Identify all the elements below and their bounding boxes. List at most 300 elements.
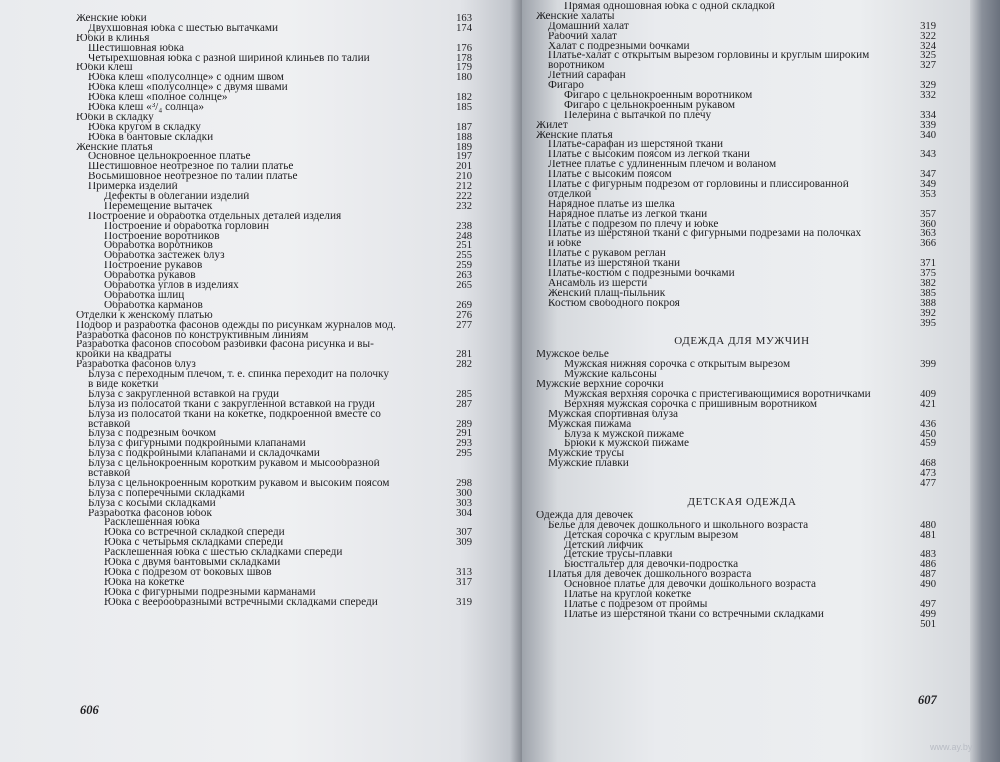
toc-entry-page: 501 bbox=[920, 618, 936, 630]
toc-entry-page: 357 bbox=[920, 208, 936, 220]
toc-entry-title: в виде кокетки bbox=[88, 379, 159, 390]
toc-entry bbox=[536, 479, 936, 489]
toc-entry bbox=[536, 319, 936, 329]
toc-entry bbox=[536, 2, 936, 12]
left-contents-list bbox=[76, 14, 512, 607]
toc-entry bbox=[536, 370, 936, 380]
toc-entry bbox=[76, 558, 472, 568]
toc-entry-page: 497 bbox=[920, 598, 936, 610]
toc-entry-title: Женские платья bbox=[76, 142, 153, 153]
toc-entry bbox=[76, 222, 472, 232]
toc-entry bbox=[76, 390, 472, 400]
toc-entry bbox=[536, 449, 936, 459]
toc-entry-title: Обработка рукавов bbox=[104, 271, 196, 282]
toc-entry-title: Домашний халат bbox=[548, 21, 629, 32]
toc-entry-title: Четырехшовная юбка с разной шириной клиньев по талии bbox=[88, 53, 370, 64]
toc-entry-page: 388 bbox=[920, 297, 936, 309]
toc-entry-title: Обработка шлиц bbox=[104, 290, 185, 301]
toc-entry bbox=[76, 291, 472, 301]
toc-entry-title: Блуза с подрезным бочком bbox=[88, 429, 217, 440]
toc-entry bbox=[76, 261, 472, 271]
toc-entry bbox=[536, 269, 936, 279]
toc-entry bbox=[536, 511, 936, 521]
toc-entry bbox=[76, 528, 472, 538]
toc-entry-title: Платье с фигурным подрезом от горловины и плиссированной bbox=[548, 180, 849, 190]
toc-entry-title: Юбка с фигурными подрезными карманами bbox=[104, 587, 316, 598]
toc-entry bbox=[536, 101, 936, 111]
toc-entry bbox=[76, 439, 472, 449]
toc-entry-title: и юбке bbox=[548, 239, 582, 250]
toc-entry bbox=[76, 63, 472, 73]
toc-entry-page: 329 bbox=[920, 80, 936, 92]
toc-entry bbox=[536, 610, 936, 620]
toc-entry-title: Построение и обработка отдельных деталей изделия bbox=[88, 211, 342, 222]
toc-entry-page: 382 bbox=[920, 277, 936, 289]
toc-entry-page: 232 bbox=[456, 200, 472, 212]
toc-entry-page: 459 bbox=[920, 438, 936, 450]
page-stack-edge bbox=[970, 0, 1000, 762]
toc-entry bbox=[536, 160, 936, 170]
toc-entry-title: Женские юбки bbox=[76, 14, 147, 24]
toc-entry-title: воротником bbox=[548, 61, 605, 72]
toc-entry-title: Мужская спортивная блуза bbox=[548, 409, 679, 420]
toc-entry-title: Дефекты в облегании изделий bbox=[104, 192, 250, 202]
toc-entry bbox=[536, 170, 936, 180]
toc-entry bbox=[76, 73, 472, 83]
toc-entry-page: 473 bbox=[920, 468, 936, 480]
toc-entry-title: Построение рукавов bbox=[104, 261, 203, 272]
toc-entry-title: кройки на квадраты bbox=[76, 350, 172, 361]
right-contents-list bbox=[536, 2, 948, 630]
toc-entry bbox=[536, 229, 936, 239]
toc-entry-title: Построение воротников bbox=[104, 231, 220, 242]
toc-entry bbox=[76, 103, 472, 113]
toc-entry-page: 322 bbox=[920, 30, 936, 42]
toc-entry bbox=[76, 133, 472, 143]
toc-entry bbox=[536, 360, 936, 370]
toc-entry-title: Брюки к мужской пижаме bbox=[564, 439, 690, 450]
toc-entry bbox=[76, 370, 472, 380]
toc-entry-page: 295 bbox=[456, 448, 472, 460]
toc-entry bbox=[76, 212, 472, 222]
toc-entry-title: Блуза с переходным плечом, т. е. спинка переходит на полочку bbox=[88, 370, 390, 380]
toc-entry-title: Двухшовная юбка с шестью вытачками bbox=[88, 23, 279, 34]
toc-entry bbox=[76, 123, 472, 133]
toc-entry bbox=[76, 192, 472, 202]
toc-entry-title: Детская сорочка с круглым вырезом bbox=[564, 530, 739, 541]
toc-entry bbox=[536, 12, 936, 22]
toc-entry-page: 185 bbox=[456, 102, 472, 114]
toc-entry-page: 385 bbox=[920, 287, 936, 299]
toc-entry bbox=[536, 140, 936, 150]
toc-entry bbox=[76, 400, 472, 410]
toc-entry-title: Халат с подрезными бочками bbox=[548, 41, 690, 52]
toc-entry-title: Одежда для девочек bbox=[536, 510, 634, 521]
toc-entry bbox=[536, 469, 936, 479]
toc-entry bbox=[536, 550, 936, 560]
toc-entry bbox=[76, 380, 472, 390]
toc-entry-title: Платье-сарафан из шерстяной ткани bbox=[548, 140, 724, 151]
toc-entry-page: 269 bbox=[456, 299, 472, 311]
toc-entry bbox=[536, 590, 936, 600]
toc-entry bbox=[76, 54, 472, 64]
toc-entry-title: Юбки в складку bbox=[76, 112, 154, 123]
toc-entry-title: Юбка с четырьмя складками спереди bbox=[104, 538, 284, 549]
toc-entry bbox=[76, 271, 472, 281]
toc-entry-page: 486 bbox=[920, 559, 936, 571]
toc-entry-title: Юбка кругом в складку bbox=[88, 122, 201, 133]
toc-entry-title: Юбки в клинья bbox=[76, 33, 150, 44]
toc-entry-title: Костюм свободного покроя bbox=[548, 298, 680, 309]
toc-entry-page: 371 bbox=[920, 258, 936, 270]
toc-entry-title: Верхняя мужская сорочка с пришивным воротником bbox=[564, 399, 818, 410]
toc-entry bbox=[536, 71, 936, 81]
toc-entry-title: Юбка с подрезом от боковых швов bbox=[104, 567, 272, 578]
toc-entry bbox=[536, 439, 936, 449]
toc-entry-page: 188 bbox=[456, 131, 472, 143]
toc-entry-title: Платье на круглой кокетке bbox=[564, 589, 692, 600]
toc-entry-title: Фигаро с цельнокроенным воротником bbox=[564, 91, 753, 101]
toc-entry bbox=[76, 162, 472, 172]
toc-entry-page: 163 bbox=[456, 13, 472, 24]
toc-entry bbox=[536, 309, 936, 319]
toc-entry-page: 360 bbox=[920, 218, 936, 230]
toc-entry-page: 298 bbox=[456, 477, 472, 489]
toc-entry-title: Юбка клеш «полусолнце» с одним швом bbox=[88, 73, 284, 84]
toc-entry bbox=[76, 232, 472, 242]
toc-entry bbox=[536, 459, 936, 469]
toc-entry bbox=[76, 410, 472, 420]
toc-entry bbox=[76, 588, 472, 598]
toc-entry-page: 255 bbox=[456, 250, 472, 262]
toc-entry-title: Нарядное платье из шелка bbox=[548, 199, 675, 210]
toc-entry bbox=[536, 249, 936, 259]
toc-entry-title: Платье с подрезом по плечу и юбке bbox=[548, 219, 719, 230]
toc-entry-page: 187 bbox=[456, 121, 472, 133]
toc-entry bbox=[536, 121, 936, 131]
toc-entry-title: Обработка углов в изделиях bbox=[104, 281, 239, 291]
toc-entry-title: Построение и обработка горловин bbox=[104, 221, 270, 232]
toc-entry-page: 178 bbox=[456, 52, 472, 64]
toc-entry-title: Платье с подрезом от проймы bbox=[564, 599, 708, 610]
toc-entry-title: Расклешенная юбка bbox=[104, 518, 200, 529]
toc-entry bbox=[536, 380, 936, 390]
toc-entry bbox=[76, 350, 472, 360]
toc-entry-page: 174 bbox=[456, 22, 472, 34]
toc-entry bbox=[536, 350, 936, 360]
toc-entry-title: Платье из шерстяной ткани с фигурными подрезами на полочках bbox=[548, 229, 862, 240]
toc-entry-title: Блуза с закругленной вставкой на груди bbox=[88, 389, 280, 400]
right-page-number: 607 bbox=[918, 693, 937, 707]
toc-entry bbox=[76, 479, 472, 489]
toc-entry bbox=[536, 200, 936, 210]
toc-entry-title: Платье с высоким поясом bbox=[548, 170, 672, 181]
toc-entry-title: Блуза к мужской пижаме bbox=[564, 429, 685, 440]
toc-entry-title: Юбки клеш bbox=[76, 63, 133, 74]
toc-entry bbox=[76, 24, 472, 34]
toc-entry-title: Мужские трусы bbox=[548, 449, 625, 460]
toc-entry bbox=[76, 321, 472, 331]
toc-entry-title: Юбка на кокетке bbox=[104, 577, 185, 588]
toc-entry-title: Отделки к женскому платью bbox=[76, 310, 213, 321]
toc-entry-page: 483 bbox=[920, 549, 936, 561]
toc-entry bbox=[536, 570, 936, 580]
toc-entry-page: 347 bbox=[920, 169, 936, 181]
toc-entry-title: Рабочий халат bbox=[548, 31, 617, 42]
toc-entry-page: 340 bbox=[920, 129, 936, 141]
toc-entry-title: Женские платья bbox=[536, 130, 613, 141]
toc-entry-title: Обработка карманов bbox=[104, 300, 203, 311]
toc-entry bbox=[536, 42, 936, 52]
toc-entry bbox=[76, 469, 472, 479]
toc-entry-page: 487 bbox=[920, 569, 936, 581]
toc-entry-title: Юбка клеш «полусолнце» с двумя швами bbox=[88, 83, 288, 94]
toc-entry-page: 349 bbox=[920, 179, 936, 191]
toc-entry bbox=[536, 32, 936, 42]
toc-entry-title: Разработка фасонов юбок bbox=[88, 508, 212, 519]
toc-entry bbox=[536, 521, 936, 531]
toc-entry-title: Блуза с фигурными подкройными клапанами bbox=[88, 439, 306, 450]
toc-entry-title: вставкой bbox=[88, 419, 131, 430]
toc-entry-page: 490 bbox=[920, 579, 936, 591]
toc-entry-title: Юбка с двумя бантовыми складками bbox=[104, 557, 281, 568]
toc-entry-page: 265 bbox=[456, 280, 472, 292]
toc-entry-page: 343 bbox=[920, 149, 936, 161]
toc-entry-page: 304 bbox=[456, 507, 472, 519]
toc-entry-page: 179 bbox=[456, 62, 472, 74]
toc-entry bbox=[76, 301, 472, 311]
toc-entry bbox=[76, 499, 472, 509]
toc-entry bbox=[76, 331, 472, 341]
toc-entry-page: 332 bbox=[920, 90, 936, 102]
toc-entry bbox=[76, 538, 472, 548]
toc-entry bbox=[536, 400, 936, 410]
toc-entry-title: Расклешенная юбка с шестью складками спереди bbox=[104, 548, 343, 558]
toc-entry-title: Мужские плавки bbox=[548, 459, 629, 470]
toc-entry bbox=[76, 152, 472, 162]
toc-entry-page: 277 bbox=[456, 319, 472, 331]
toc-entry-title: Женские халаты bbox=[536, 11, 615, 22]
toc-entry-title: Мужская пижама bbox=[548, 419, 632, 430]
toc-entry-page: 450 bbox=[920, 428, 936, 440]
toc-entry-title: Шестишовная юбка bbox=[88, 43, 184, 54]
toc-entry-page: 481 bbox=[920, 529, 936, 541]
toc-entry-page: 499 bbox=[920, 608, 936, 620]
toc-entry-title: Блуза из полосатой ткани с закругленной вставкой на груди bbox=[88, 399, 375, 410]
toc-entry-page: 276 bbox=[456, 309, 472, 321]
toc-entry-title: Платье-халат с открытым вырезом горловины и круглым широким bbox=[548, 51, 870, 62]
toc-entry bbox=[536, 430, 936, 440]
toc-entry-title: Обработка застежек блуз bbox=[104, 251, 225, 262]
toc-entry-title: Детские трусы-плавки bbox=[564, 550, 673, 561]
toc-entry-title: Восьмишовное неотрезное по талии платье bbox=[88, 172, 298, 183]
toc-entry-page: 259 bbox=[456, 260, 472, 272]
toc-entry-title: Летнее платье с удлиненным плечом и воланом bbox=[548, 160, 777, 171]
toc-entry-title: Платье с высоким поясом из легкой ткани bbox=[548, 150, 750, 161]
toc-entry-title: Платье-костюм с подрезными бочками bbox=[548, 269, 735, 279]
toc-entry bbox=[536, 600, 936, 610]
toc-entry-title: Перемещение вытачек bbox=[104, 201, 213, 212]
toc-entry-page: 197 bbox=[456, 151, 472, 163]
toc-entry bbox=[76, 578, 472, 588]
toc-entry-page: 210 bbox=[456, 171, 472, 183]
toc-entry-title: Бюстгальтер для девочки-подростка bbox=[564, 560, 739, 571]
toc-entry-page: 327 bbox=[920, 60, 936, 72]
toc-entry bbox=[76, 34, 472, 44]
toc-entry bbox=[536, 410, 936, 420]
toc-entry-page: 180 bbox=[456, 72, 472, 84]
toc-entry bbox=[76, 182, 472, 192]
toc-entry bbox=[536, 22, 936, 32]
toc-entry-page: 176 bbox=[456, 42, 472, 54]
toc-entry-title: Белье для девочек дошкольного и школьного возраста bbox=[548, 520, 809, 531]
toc-entry-page: 293 bbox=[456, 438, 472, 450]
toc-entry-title: Пелерина с вытачкой по плечу bbox=[564, 110, 712, 121]
toc-entry-page: 282 bbox=[456, 359, 472, 371]
toc-entry bbox=[76, 83, 472, 93]
toc-entry-page: 392 bbox=[920, 307, 936, 319]
toc-entry-title: Шестишовное неотрезное по талии платье bbox=[88, 162, 294, 173]
toc-entry bbox=[536, 560, 936, 570]
toc-entry-page: 251 bbox=[456, 240, 472, 252]
toc-entry-page: 366 bbox=[920, 238, 936, 250]
toc-entry-page: 339 bbox=[920, 119, 936, 131]
toc-entry-page: 319 bbox=[456, 596, 472, 608]
toc-entry-title: Мужская нижняя сорочка с открытым вырезом bbox=[564, 360, 791, 371]
toc-entry-page: 324 bbox=[920, 40, 936, 52]
toc-entry-page: 307 bbox=[456, 527, 472, 539]
toc-entry-page: 399 bbox=[920, 359, 936, 371]
toc-entry-page: 291 bbox=[456, 428, 472, 440]
toc-entry-title: Основное цельнокроенное платье bbox=[88, 152, 251, 163]
toc-entry-page: 212 bbox=[456, 181, 472, 193]
toc-entry-title: Платья для девочек дошкольного возраста bbox=[548, 570, 752, 581]
watermark-text: www.ay.by bbox=[930, 742, 973, 752]
toc-entry bbox=[76, 449, 472, 459]
toc-entry-page: 238 bbox=[456, 220, 472, 232]
toc-entry-page: 468 bbox=[920, 458, 936, 470]
toc-entry bbox=[76, 93, 472, 103]
toc-entry bbox=[536, 180, 936, 190]
toc-entry bbox=[536, 51, 936, 61]
section-heading: ОДЕЖДА ДЛЯ МУЖЧИН bbox=[674, 335, 810, 348]
toc-entry bbox=[76, 251, 472, 261]
toc-entry-page: 189 bbox=[456, 141, 472, 153]
toc-entry-page: 317 bbox=[456, 576, 472, 588]
toc-entry-title: Обработка воротников bbox=[104, 241, 213, 252]
toc-entry-title: Блуза с цельнокроенным коротким рукавом и высоким поясом bbox=[88, 478, 390, 489]
toc-entry bbox=[76, 548, 472, 558]
toc-entry-title: Платье из шерстяной ткани bbox=[548, 259, 681, 270]
toc-entry-title: Юбка со встречной складкой спереди bbox=[104, 528, 285, 539]
toc-entry bbox=[76, 518, 472, 528]
toc-entry-title: Блуза из полосатой ткани на кокетке, подкроенной вместе со bbox=[88, 409, 381, 420]
toc-entry-title: Женский плащ-пыльник bbox=[548, 288, 666, 299]
toc-entry bbox=[536, 541, 936, 551]
toc-entry-title: Разработка фасонов блуз bbox=[76, 360, 196, 371]
toc-entry-title: Блуза с цельнокроенным коротким рукавом и мысообразной bbox=[88, 459, 380, 469]
toc-entry-title: Блуза с подкройными клапанами и складочками bbox=[88, 449, 320, 460]
toc-entry bbox=[536, 61, 936, 71]
toc-entry-title: Юбка клеш «полное солнце» bbox=[88, 93, 228, 104]
toc-entry bbox=[536, 620, 936, 630]
toc-entry-title: Подбор и разработка фасонов одежды по рисункам журналов мод. bbox=[76, 320, 396, 331]
toc-entry bbox=[76, 113, 472, 123]
toc-entry-page: 480 bbox=[920, 519, 936, 531]
toc-entry-page: 363 bbox=[920, 228, 936, 240]
toc-entry bbox=[536, 259, 936, 269]
toc-entry bbox=[76, 340, 472, 350]
toc-entry-title: Летний сарафан bbox=[548, 71, 626, 82]
toc-entry-title: Блуза с косыми складками bbox=[88, 498, 216, 509]
toc-entry bbox=[76, 598, 472, 608]
toc-entry bbox=[76, 143, 472, 153]
toc-entry bbox=[76, 44, 472, 54]
toc-entry-title: Юбка клеш «³/₄ солнца» bbox=[88, 103, 205, 113]
toc-entry-page: 182 bbox=[456, 92, 472, 104]
toc-entry bbox=[536, 420, 936, 430]
toc-entry-title: Мужские верхние сорочки bbox=[536, 380, 664, 390]
toc-entry-title: Ансамбль из шерсти bbox=[548, 278, 648, 289]
toc-entry-title: Жилет bbox=[536, 120, 568, 131]
toc-entry bbox=[76, 568, 472, 578]
toc-entry bbox=[536, 111, 936, 121]
toc-entry-page: 222 bbox=[456, 191, 472, 203]
toc-entry bbox=[536, 131, 936, 141]
toc-entry bbox=[536, 190, 936, 200]
toc-entry bbox=[76, 429, 472, 439]
toc-entry bbox=[536, 390, 936, 400]
toc-entry-title: Мужские кальсоны bbox=[564, 370, 657, 381]
toc-entry bbox=[76, 202, 472, 212]
right-page bbox=[522, 0, 973, 762]
toc-entry-title: Блуза с поперечными складками bbox=[88, 488, 245, 499]
toc-entry-page: 303 bbox=[456, 497, 472, 509]
toc-entry-page: 375 bbox=[920, 268, 936, 280]
toc-entry-page: 477 bbox=[920, 477, 936, 489]
toc-entry-page: 334 bbox=[920, 109, 936, 121]
toc-entry-title: Мужское белье bbox=[536, 350, 609, 361]
toc-entry bbox=[536, 210, 936, 220]
toc-entry-title: Детский лифчик bbox=[564, 540, 644, 551]
toc-entry bbox=[536, 91, 936, 101]
toc-entry-title: Фигаро bbox=[548, 81, 584, 92]
toc-entry bbox=[536, 531, 936, 541]
toc-entry-page: 248 bbox=[456, 230, 472, 242]
toc-entry-page: 319 bbox=[920, 20, 936, 32]
toc-entry bbox=[536, 299, 936, 309]
toc-entry-title: Разработка фасонов способом разбивки фасона рисунка и вы- bbox=[76, 340, 374, 351]
toc-entry-title: Платье из шерстяной ткани со встречными складками bbox=[564, 609, 824, 620]
toc-entry-page: 300 bbox=[456, 487, 472, 499]
toc-entry-title: отделкой bbox=[548, 189, 592, 200]
toc-entry bbox=[76, 360, 472, 370]
toc-entry-page: 313 bbox=[456, 566, 472, 578]
toc-entry-title: Мужская верхняя сорочка с пристегивающимися воротничками bbox=[564, 389, 871, 400]
toc-entry-title: вставкой bbox=[88, 468, 131, 479]
toc-entry bbox=[76, 509, 472, 519]
toc-entry bbox=[536, 279, 936, 289]
toc-entry-title: Разработка фасонов по конструктивным линиям bbox=[76, 330, 309, 341]
toc-entry-title: Примерка изделий bbox=[88, 182, 178, 193]
toc-entry-page: 285 bbox=[456, 388, 472, 400]
toc-entry-title: Юбка с веерообразными встречными складками спереди bbox=[104, 597, 378, 608]
toc-entry-page: 287 bbox=[456, 398, 472, 410]
toc-entry-page: 309 bbox=[456, 537, 472, 549]
toc-entry-title: Платье с рукавом реглан bbox=[548, 249, 666, 260]
toc-entry bbox=[536, 289, 936, 299]
toc-entry-page: 201 bbox=[456, 161, 472, 173]
